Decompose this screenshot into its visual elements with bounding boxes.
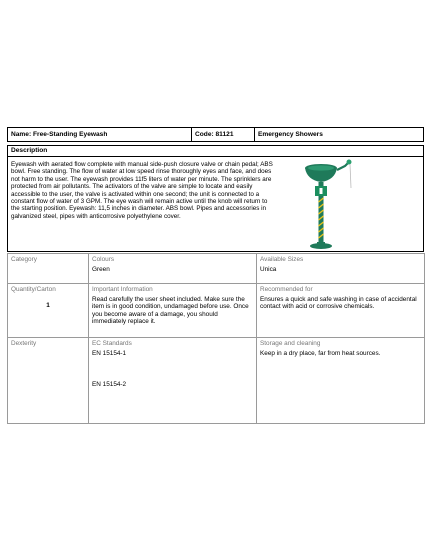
quantity-label: Quantity/Carton: [11, 286, 56, 293]
standard-1: EN 15154-1: [92, 349, 127, 357]
recommended-cell: [257, 284, 425, 338]
header-row: [7, 127, 424, 142]
table-row: [8, 284, 425, 338]
quantity-cell: [8, 284, 89, 338]
standard-2: EN 15154-2: [92, 381, 127, 389]
category-cell: [8, 254, 89, 284]
attributes-table: [7, 253, 425, 424]
description-title: Description: [8, 146, 423, 157]
standards-label: EC Standards: [92, 340, 132, 347]
storage-value: Keep in a dry place, far from heat sources.: [260, 349, 381, 357]
eyewash-station-image: [293, 158, 363, 251]
storage-cell: [257, 338, 425, 424]
colours-label: Colours: [92, 256, 115, 263]
quantity-value: 1: [46, 301, 50, 309]
sizes-value: Unica: [260, 265, 277, 273]
product-family: Emergency Showers: [258, 131, 323, 138]
info-value: Read carefully the user sheet included. Make sure the item is in good condition, undamaged before use. Once you become aware of a damage, you should immediately replace it.: [92, 295, 249, 326]
standards-cell: [89, 338, 257, 424]
product-code: Code: 81121: [192, 128, 255, 141]
description-text: Eyewash with aerated flow complete with manual side-push closure valve or chain pedal; ABS bowl. Free standing. The flow of water at low speed rinse thoroughly eyes and face, and does not harm to the user. The eyewash provides 11f5 liters of water per minute. The sprinklers are protected from air pollutants. The activators of the valve are simple to locate and easily accessible to the user, the valve is activated within one second; the unit is connected to a constant flow of water of 3 GPM. The eye wash will remain active until the knob will return to the starting position. Eyewash: 11,5 inches in diameter. ABS bowl. Pipes and accessories in galvanized steel, pipes with anticorrosive polyethylene cover.: [11, 161, 273, 220]
colours-cell: [89, 254, 257, 284]
dexterity-cell: [8, 338, 89, 424]
info-label: Important Information: [92, 286, 153, 293]
colours-value: Green: [92, 265, 110, 273]
dexterity-label: Dexterity: [11, 340, 37, 347]
product-name: Name: Free-Standing Eyewash: [8, 128, 192, 141]
category-label: Category: [11, 256, 37, 263]
table-row: [8, 338, 425, 424]
storage-label: Storage and cleaning: [260, 340, 321, 347]
description-box: [7, 145, 424, 252]
sizes-cell: [257, 254, 425, 284]
recommended-value: Ensures a quick and safe washing in case of accidental contact with acid or corrosive chemicals.: [260, 295, 417, 311]
sizes-label: Available Sizes: [260, 256, 304, 263]
info-cell: [89, 284, 257, 338]
product-sheet: [7, 127, 424, 424]
table-row: [8, 254, 425, 284]
recommended-label: Recommended for: [260, 286, 313, 293]
